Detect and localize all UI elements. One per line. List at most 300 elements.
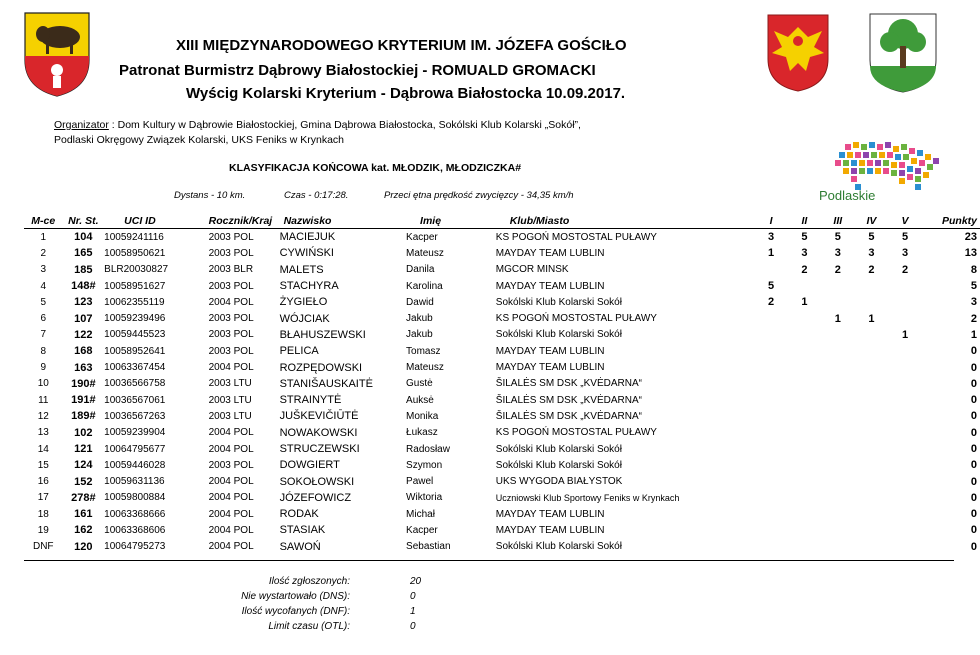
table-cell: Michał — [406, 508, 435, 520]
table-cell — [855, 294, 889, 310]
table-cell: 2 — [868, 263, 875, 276]
table-cell: 2004 POL — [208, 541, 254, 553]
table-cell: 10036567263 — [104, 410, 166, 422]
summary-value: 0 — [410, 591, 416, 602]
table-cell — [888, 441, 921, 457]
table-cell — [821, 490, 855, 506]
eagle-coat-of-arms-icon — [766, 13, 830, 93]
table-cell: BLR20030827 — [104, 264, 169, 276]
table-cell — [855, 490, 889, 506]
table-cell: 191# — [71, 394, 96, 407]
table-cell: Auksė — [406, 394, 434, 406]
table-cell — [754, 522, 787, 538]
table-cell: MAYDAY TEAM LUBLIN — [495, 345, 605, 357]
table-cell — [855, 327, 889, 343]
table-cell: 2 — [40, 247, 47, 259]
table-cell: ŠILALĖS SM DSK „KVĖDARNA“ — [495, 378, 642, 390]
table-cell — [888, 359, 921, 375]
table-cell: 2003 LTU — [208, 394, 252, 406]
column-header: Rocznik/Kraj — [208, 215, 273, 227]
race-title: Wyścig Kolarski Kryterium - Dąbrowa Białostocka 10.09.2017. — [186, 85, 626, 102]
table-cell — [754, 425, 787, 441]
table-cell: KS POGOŃ MOSTOSTAL PUŁAWY — [495, 231, 657, 243]
table-cell — [821, 343, 855, 359]
table-cell: Sebastian — [406, 541, 451, 553]
table-cell: 102 — [74, 426, 93, 439]
table-cell — [855, 441, 889, 457]
table-cell: 10059239904 — [104, 427, 166, 439]
table-cell: 189# — [71, 410, 96, 423]
table-cell: 2 — [901, 263, 909, 276]
organizer-line2: Podlaski Okręgowy Związek Kolarski, UKS Feniks w Krynkach — [54, 134, 345, 146]
table-cell: Szymon — [406, 459, 443, 471]
table-cell: ROZPĘDOWSKI — [279, 361, 363, 374]
table-cell: 6 — [40, 313, 47, 325]
organizer-block — [54, 118, 581, 148]
table-cell: 13 — [37, 427, 49, 439]
table-cell: 10062355119 — [104, 296, 165, 308]
table-cell — [888, 425, 921, 441]
summary-label: Nie wystartowało (DNS): — [241, 591, 350, 602]
table-cell: 2003 POL — [208, 459, 254, 471]
table-cell — [754, 310, 787, 326]
table-cell: 3 — [868, 247, 875, 260]
table-cell: NOWAKOWSKI — [279, 426, 358, 439]
table-row — [24, 425, 980, 441]
table-cell: 1 — [970, 328, 977, 341]
table-cell — [754, 490, 787, 506]
table-cell: 0 — [970, 540, 977, 553]
table-cell: Mateusz — [406, 247, 444, 259]
table-cell: 1 — [834, 312, 841, 325]
table-cell — [888, 490, 921, 506]
table-cell: 2003 LTU — [208, 378, 252, 390]
table-cell — [855, 392, 889, 408]
table-cell: 2003 POL — [208, 247, 254, 259]
table-cell — [888, 522, 921, 538]
table-cell: ŠILALĖS SM DSK „KVĖDARNA“ — [495, 410, 642, 422]
table-cell: 19 — [37, 524, 49, 536]
table-cell: 0 — [970, 426, 977, 439]
table-cell: 15 — [37, 459, 49, 471]
table-cell: 8 — [40, 345, 47, 357]
summary-row — [200, 576, 440, 591]
table-cell — [855, 408, 889, 424]
table-cell: 10063368666 — [104, 508, 166, 520]
table-cell: 120 — [74, 540, 93, 553]
table-cell: 5 — [768, 280, 775, 293]
table-cell — [888, 278, 921, 294]
table-row — [24, 473, 980, 489]
table-cell: 2 — [970, 312, 977, 325]
table-cell — [821, 506, 855, 522]
table-cell: MAYDAY TEAM LUBLIN — [495, 524, 605, 536]
table-cell: 12 — [37, 410, 49, 422]
table-cell: 0 — [970, 491, 977, 504]
table-cell: Sokólski Klub Kolarski Sokół — [495, 541, 622, 553]
table-cell: Danila — [406, 264, 435, 276]
table-cell: ŠILALĖS SM DSK „KVĖDARNA“ — [495, 394, 642, 406]
table-cell: Uczniowski Klub Sportowy Feniks w Krynkach — [495, 492, 680, 503]
table-cell — [821, 359, 855, 375]
table-cell: ŻYGIEŁO — [279, 296, 328, 309]
table-cell: 1 — [768, 247, 775, 260]
table-cell — [821, 473, 855, 489]
table-cell: 10 — [37, 378, 49, 390]
table-cell: 7 — [40, 329, 47, 341]
table-cell — [821, 327, 855, 343]
table-cell: 0 — [970, 459, 977, 472]
table-cell: 5 — [834, 231, 841, 244]
classification-title: KLASYFIKACJA KOŃCOWA kat. MŁODZIK, MŁODZICZKA# — [229, 162, 522, 174]
table-cell: 8 — [970, 263, 977, 276]
table-cell: Radosław — [406, 443, 450, 455]
table-cell: 2 — [801, 263, 808, 276]
column-header: M-ce — [31, 215, 56, 227]
table-cell: 2004 POL — [208, 524, 254, 536]
table-cell: 107 — [74, 312, 93, 325]
table-cell: 2004 POL — [208, 443, 254, 455]
table-cell: 10036567061 — [104, 394, 166, 406]
table-cell: 121 — [74, 443, 93, 455]
table-cell — [788, 441, 821, 457]
table-cell — [788, 425, 821, 441]
table-cell: CYWIŃSKI — [279, 247, 334, 260]
table-cell: 2004 POL — [208, 492, 254, 504]
table-cell: 10059446028 — [104, 459, 166, 471]
table-cell: 161 — [74, 508, 93, 521]
table-cell — [855, 425, 889, 441]
table-cell: 10059445523 — [104, 329, 166, 341]
table-cell: RODAK — [279, 508, 319, 521]
table-cell — [788, 392, 821, 408]
table-cell — [855, 359, 889, 375]
table-cell: 3 — [834, 247, 841, 260]
table-cell: 4 — [40, 280, 47, 292]
table-cell: 1 — [40, 231, 47, 243]
table-cell — [754, 343, 787, 359]
column-header: II — [801, 215, 808, 227]
table-cell — [821, 294, 855, 310]
table-cell — [821, 408, 855, 424]
table-cell: 2 — [768, 296, 775, 309]
table-row — [24, 343, 980, 359]
column-header: Punkty — [941, 215, 977, 227]
table-cell: 0 — [970, 508, 977, 521]
tree-coat-of-arms-icon — [868, 12, 938, 94]
table-cell: 0 — [970, 377, 977, 390]
table-cell — [788, 408, 821, 424]
column-header: Nr. St. — [68, 215, 99, 227]
table-cell: Sokólski Klub Kolarski Sokół — [495, 296, 622, 308]
table-cell: 9 — [40, 362, 47, 374]
table-cell — [788, 506, 821, 522]
summary-block — [200, 576, 440, 636]
table-cell — [888, 473, 921, 489]
table-row — [24, 327, 980, 343]
table-cell: 10059241116 — [104, 231, 164, 243]
results-table — [24, 214, 980, 555]
table-cell: Gustė — [406, 378, 433, 390]
table-cell: 5 — [801, 231, 808, 244]
table-cell: 2004 POL — [208, 508, 254, 520]
table-row — [24, 539, 980, 555]
table-cell: 2003 POL — [208, 231, 254, 243]
table-cell: 2003 POL — [208, 345, 254, 357]
table-row — [24, 506, 980, 522]
table-cell: 122 — [74, 328, 93, 341]
table-cell: Pawel — [406, 476, 434, 488]
patronage-title: Patronat Burmistrz Dąbrowy Białostockiej - ROMUALD GROMACKI — [119, 62, 596, 79]
summary-label: Limit czasu (OTL): — [268, 621, 350, 632]
table-cell: SOKOŁOWSKI — [279, 475, 355, 488]
table-cell: 2003 POL — [208, 329, 254, 341]
table-cell: 3 — [970, 296, 977, 309]
table-cell: 163 — [74, 361, 93, 374]
table-cell: STANIŠAUSKAITĖ — [279, 377, 373, 390]
table-cell: 14 — [37, 443, 49, 455]
table-cell: Tomasz — [406, 345, 441, 357]
table-cell: 124 — [74, 459, 93, 472]
table-cell: 3 — [40, 264, 47, 276]
table-cell — [888, 506, 921, 522]
table-cell: MAYDAY TEAM LUBLIN — [495, 362, 605, 374]
table-row — [24, 441, 980, 457]
table-cell: 10064795273 — [104, 541, 166, 553]
table-cell — [855, 278, 889, 294]
table-cell: MALETS — [279, 263, 324, 276]
table-cell: 2004 POL — [208, 427, 254, 439]
table-cell: 0 — [970, 410, 977, 423]
table-cell: 190# — [71, 377, 96, 390]
table-cell: 17 — [37, 492, 49, 504]
table-cell — [788, 522, 821, 538]
table-cell: PELICA — [279, 345, 319, 358]
bison-coat-of-arms-icon — [22, 10, 92, 98]
table-cell — [754, 408, 787, 424]
table-cell: DNF — [32, 541, 54, 553]
table-cell: Sokólski Klub Kolarski Sokół — [495, 443, 622, 455]
table-cell — [821, 392, 855, 408]
table-cell: 168 — [74, 345, 93, 358]
column-header: I — [769, 215, 773, 227]
table-row — [24, 262, 980, 278]
table-cell: 10058950621 — [104, 247, 166, 259]
table-cell: 2004 POL — [208, 476, 254, 488]
table-cell: 10058952641 — [104, 345, 166, 357]
table-cell — [754, 506, 787, 522]
table-cell — [888, 392, 921, 408]
table-cell: 3 — [768, 231, 775, 244]
table-cell: MAYDAY TEAM LUBLIN — [495, 280, 605, 292]
table-cell: 5 — [970, 280, 977, 293]
table-cell: 0 — [970, 361, 977, 374]
table-cell: 1 — [901, 328, 909, 341]
table-cell: 2003 BLR — [208, 264, 254, 276]
table-cell — [888, 376, 921, 392]
table-cell: STASIAK — [279, 524, 326, 537]
table-cell: Jakub — [406, 329, 433, 341]
table-cell: Kacper — [406, 231, 438, 243]
table-cell — [821, 376, 855, 392]
table-cell — [788, 473, 821, 489]
summary-label: Ilość wycofanych (DNF): — [241, 606, 350, 617]
table-cell: STRUCZEWSKI — [279, 443, 360, 455]
results-table-body — [24, 229, 980, 555]
table-cell: 10059239496 — [104, 313, 166, 325]
table-row — [24, 457, 980, 473]
speed-text: Przeci ętna prędkość zwycięzcy - 34,35 km/h — [384, 190, 574, 201]
table-cell — [788, 457, 821, 473]
table-cell — [855, 539, 889, 555]
table-cell: 148# — [71, 280, 96, 293]
table-cell — [788, 359, 821, 375]
table-cell: 5 — [901, 231, 909, 244]
table-cell: Jakub — [406, 313, 433, 325]
table-cell — [754, 262, 787, 278]
column-header: UCI ID — [124, 215, 156, 227]
table-cell: 2003 POL — [208, 313, 254, 325]
table-cell: 10036566758 — [104, 378, 166, 390]
table-cell — [888, 310, 921, 326]
table-header-row — [24, 214, 980, 229]
table-row — [24, 392, 980, 408]
table-row — [24, 245, 980, 261]
summary-value: 1 — [410, 606, 416, 617]
table-cell — [754, 376, 787, 392]
table-cell: 0 — [970, 394, 977, 407]
organizer-label: Organizator — [54, 119, 109, 131]
summary-row — [200, 621, 440, 636]
table-cell — [788, 490, 821, 506]
table-cell — [888, 408, 921, 424]
table-cell: 23 — [964, 231, 977, 244]
table-cell: 3 — [901, 247, 909, 260]
column-header: Nazwisko — [283, 215, 332, 227]
table-row — [24, 229, 980, 246]
organizer-line1: : Dom Kultury w Dąbrowie Białostockiej, Gmina Dąbrowa Białostocka, Sokólski Klub Kolarski „Sokół”, — [108, 119, 581, 131]
table-cell: WÓJCIAK — [279, 312, 330, 325]
table-cell — [754, 539, 787, 555]
table-cell: 2004 POL — [208, 362, 254, 374]
table-cell: 2003 POL — [208, 280, 254, 292]
column-header: Imię — [420, 215, 442, 227]
table-cell — [754, 392, 787, 408]
table-cell: MGCOR MINSK — [495, 264, 569, 276]
table-bottom-divider — [24, 560, 954, 561]
table-cell: 10058951627 — [104, 280, 166, 292]
podlaskie-logo — [815, 140, 950, 212]
table-cell: MAYDAY TEAM LUBLIN — [495, 508, 605, 520]
table-cell: Mateusz — [406, 362, 444, 374]
table-cell — [855, 473, 889, 489]
table-cell — [888, 343, 921, 359]
table-cell: 0 — [970, 345, 977, 358]
table-cell: DOWGIERT — [279, 459, 340, 472]
table-cell: 0 — [970, 475, 977, 488]
table-cell — [788, 376, 821, 392]
table-cell: 2 — [834, 263, 841, 276]
table-cell: 10063368606 — [104, 524, 166, 536]
table-cell: 278# — [71, 491, 96, 504]
table-cell: 10063367454 — [104, 362, 166, 374]
time-text: Czas - 0:17:28. — [284, 190, 349, 201]
table-cell: MACIEJUK — [279, 231, 336, 244]
column-header: V — [901, 215, 909, 227]
table-cell: KS POGOŃ MOSTOSTAL PUŁAWY — [495, 427, 657, 439]
table-cell — [788, 539, 821, 555]
table-row — [24, 376, 980, 392]
table-cell — [855, 376, 889, 392]
table-cell: 5 — [40, 296, 47, 308]
table-cell: STACHYRA — [279, 280, 339, 293]
table-cell: 13 — [964, 247, 977, 260]
table-cell: Kacper — [406, 524, 438, 536]
table-row — [24, 278, 980, 294]
table-cell: Karolina — [406, 280, 443, 292]
table-cell: BŁAHUSZEWSKI — [279, 328, 366, 341]
table-cell: 2004 POL — [208, 296, 254, 308]
podlaskie-logo-text: Podlaskie — [819, 188, 876, 203]
table-cell — [788, 327, 821, 343]
table-cell — [821, 522, 855, 538]
table-cell: 2003 LTU — [208, 410, 252, 422]
table-cell: 152 — [74, 475, 93, 488]
table-cell: 3 — [801, 247, 808, 260]
table-cell: STRAINYTĖ — [279, 394, 342, 407]
table-cell — [788, 343, 821, 359]
table-cell: 16 — [37, 476, 49, 488]
summary-row — [200, 606, 440, 621]
summary-row — [200, 591, 440, 606]
table-cell: Monika — [406, 410, 439, 422]
column-header: Klub/Miasto — [509, 215, 570, 227]
table-cell — [754, 441, 787, 457]
table-cell — [821, 441, 855, 457]
table-cell — [788, 278, 821, 294]
table-cell: KS POGOŃ MOSTOSTAL PUŁAWY — [495, 313, 657, 325]
table-cell: 10059631136 — [104, 476, 165, 488]
table-row — [24, 294, 980, 310]
table-row — [24, 408, 980, 424]
table-cell: Łukasz — [406, 427, 438, 439]
table-cell — [754, 327, 787, 343]
table-cell: 18 — [37, 508, 49, 520]
table-cell: 1 — [801, 296, 808, 309]
table-cell: 11 — [38, 394, 49, 406]
table-cell — [855, 522, 889, 538]
column-header: IV — [866, 215, 877, 227]
table-cell: 104 — [74, 231, 93, 244]
table-cell — [821, 278, 855, 294]
table-cell — [855, 506, 889, 522]
column-header: III — [833, 215, 843, 227]
table-cell: SAWOŃ — [279, 540, 321, 553]
table-cell: Sokólski Klub Kolarski Sokół — [495, 459, 622, 471]
table-cell: 162 — [74, 524, 93, 537]
table-cell — [888, 457, 921, 473]
table-cell: 123 — [74, 296, 93, 309]
table-cell: 0 — [970, 443, 977, 455]
table-cell: 185 — [74, 263, 93, 276]
summary-value: 20 — [410, 576, 422, 587]
table-cell: 165 — [74, 247, 93, 260]
table-cell: 5 — [868, 231, 875, 244]
summary-value: 0 — [410, 621, 416, 632]
table-cell: Wiktoria — [406, 492, 443, 504]
table-cell — [754, 473, 787, 489]
table-row — [24, 310, 980, 326]
